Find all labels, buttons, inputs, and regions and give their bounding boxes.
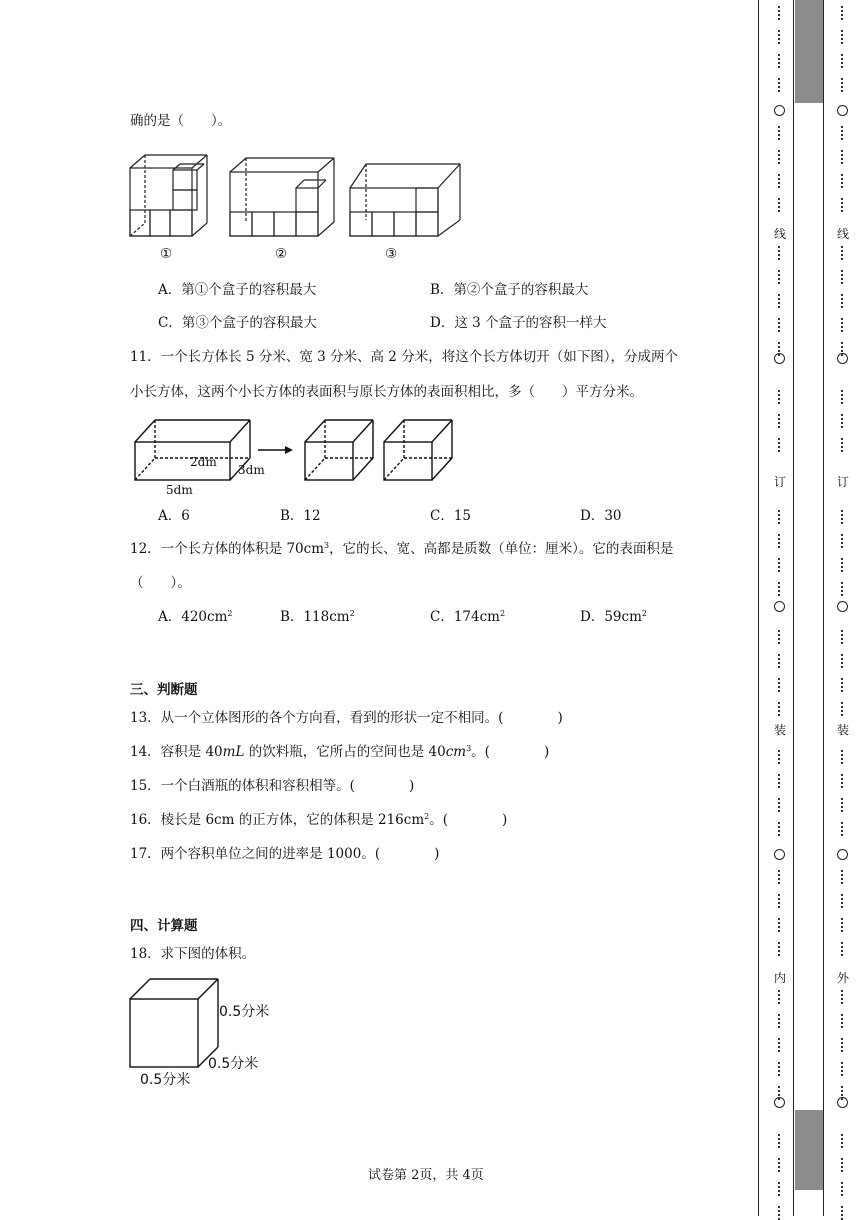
- inner-dot-segment: [778, 1014, 782, 1028]
- inner-dot-segment: [778, 510, 782, 524]
- outer-dot-segment: [841, 126, 845, 140]
- q10-fig-label-1: ①: [160, 246, 173, 262]
- margin-gray-bar-top: [795, 0, 823, 103]
- outer-dot-segment: [841, 774, 845, 788]
- q11-option-c: C．15: [430, 508, 472, 524]
- q12-option-c: C．$174cm^2$: [430, 609, 506, 625]
- outer-dot-segment: [841, 990, 845, 1004]
- q12-option-a: A．$420cm^2$: [158, 609, 233, 625]
- inner-dot-segment: [778, 822, 782, 836]
- section3-title: 三、判断题: [130, 682, 198, 698]
- q13: 13．从一个立体图形的各个方向看，看到的形状一定不相同。( ): [130, 710, 563, 726]
- q10-option-a: A．第①个盒子的容积最大: [158, 282, 317, 298]
- inner-dot-segment: [778, 894, 782, 908]
- inner-mark-line: 线: [774, 227, 787, 241]
- outer-dot-segment: [841, 750, 845, 764]
- margin-divider-1: [793, 0, 794, 1216]
- inner-mark-ding: 订: [774, 475, 787, 489]
- outer-mark-wai: 外: [837, 971, 850, 985]
- inner-dot-segment: [778, 630, 782, 644]
- inner-circle-mark: [774, 849, 785, 860]
- inner-dot-segment: [778, 198, 782, 212]
- outer-dot-segment: [841, 54, 845, 68]
- q11-label-width: 3dm: [238, 463, 265, 477]
- q10-boxes-figure: [128, 150, 468, 265]
- inner-circle-mark: [774, 1097, 785, 1108]
- inner-dot-segment: [778, 246, 782, 260]
- outer-dot-segment: [841, 678, 845, 692]
- outer-circle-mark: [837, 105, 848, 116]
- outer-dot-segment: [841, 1038, 845, 1052]
- inner-dot-segment: [778, 702, 782, 716]
- inner-dot-segment: [778, 750, 782, 764]
- inner-dot-segment: [778, 798, 782, 812]
- q18-label-bottom: 0.5分米: [140, 1072, 191, 1088]
- inner-mark-nei: 内: [774, 971, 787, 985]
- q11-option-b: B．12: [280, 508, 321, 524]
- q18-label-right: 0.5分米: [219, 1004, 270, 1020]
- inner-dot-segment: [778, 870, 782, 884]
- section4-title: 四、计算题: [130, 918, 198, 934]
- outer-mark-zhuang: 装: [837, 723, 850, 737]
- outer-circle-mark: [837, 1097, 848, 1108]
- inner-dot-segment: [778, 1038, 782, 1052]
- outer-circle-mark: [837, 601, 848, 612]
- inner-dot-segment: [778, 438, 782, 452]
- outer-dot-segment: [841, 150, 845, 164]
- inner-dot-segment: [778, 534, 782, 548]
- q10-option-c: C．第③个盒子的容积最大: [158, 315, 317, 331]
- outer-dot-segment: [841, 918, 845, 932]
- page-footer: 试卷第 2页，共 4页: [368, 1168, 484, 1183]
- outer-dot-segment: [841, 1014, 845, 1028]
- q11-option-a: A．6: [158, 508, 190, 524]
- outer-dot-segment: [841, 414, 845, 428]
- inner-dot-segment: [778, 54, 782, 68]
- q18-label-depth: 0.5分米: [208, 1056, 259, 1072]
- inner-dot-segment: [778, 1206, 782, 1220]
- outer-dot-segment: [841, 198, 845, 212]
- inner-dot-segment: [778, 1182, 782, 1196]
- outer-dot-segment: [841, 582, 845, 596]
- inner-dot-segment: [778, 918, 782, 932]
- inner-dot-segment: [778, 150, 782, 164]
- inner-dot-segment: [778, 1062, 782, 1076]
- outer-dot-segment: [841, 870, 845, 884]
- outer-dot-segment: [841, 630, 845, 644]
- q10-option-d: D．这 3 个盒子的容积一样大: [430, 315, 607, 331]
- inner-dot-segment: [778, 942, 782, 956]
- outer-mark-line: 线: [837, 227, 850, 241]
- inner-dot-segment: [778, 126, 782, 140]
- inner-dot-segment: [778, 390, 782, 404]
- outer-dot-segment: [841, 702, 845, 716]
- outer-dot-segment: [841, 822, 845, 836]
- outer-dot-segment: [841, 78, 845, 92]
- outer-dot-segment: [841, 1182, 845, 1196]
- margin-divider-2: [823, 0, 824, 1216]
- outer-dot-segment: [841, 510, 845, 524]
- outer-dot-segment: [841, 894, 845, 908]
- inner-circle-mark: [774, 601, 785, 612]
- outer-dot-segment: [841, 1062, 845, 1076]
- outer-dot-segment: [841, 1158, 845, 1172]
- margin-border-left: [758, 0, 759, 1216]
- q14: 14．容积是 40mL 的饮料瓶，它所占的空间也是 $40cm^3$。( ): [130, 744, 550, 760]
- inner-dot-segment: [778, 558, 782, 572]
- outer-dot-segment: [841, 942, 845, 956]
- outer-circle-mark: [837, 849, 848, 860]
- outer-circle-mark: [837, 353, 848, 364]
- outer-dot-segment: [841, 6, 845, 20]
- q11-label-length: 5dm: [166, 483, 193, 497]
- q11-line2: 小长方体，这两个小长方体的表面积与原长方体的表面积相比，多（ ）平方分米。: [130, 384, 643, 400]
- outer-dot-segment: [841, 294, 845, 308]
- outer-dot-segment: [841, 270, 845, 284]
- inner-dot-segment: [778, 774, 782, 788]
- outer-dot-segment: [841, 558, 845, 572]
- outer-dot-segment: [841, 798, 845, 812]
- outer-dot-segment: [841, 1134, 845, 1148]
- inner-dot-segment: [778, 654, 782, 668]
- outer-mark-ding: 订: [837, 475, 850, 489]
- inner-mark-zhuang: 装: [774, 723, 787, 737]
- outer-dot-segment: [841, 30, 845, 44]
- q16: 16．棱长是 6cm 的正方体，它的体积是 $216cm^2$。( ): [130, 812, 508, 828]
- inner-dot-segment: [778, 30, 782, 44]
- inner-dot-segment: [778, 318, 782, 332]
- q11-line1: 11．一个长方体长 5 分米、宽 3 分米、高 2 分米，将这个长方体切开（如下图），分成两个: [130, 349, 678, 365]
- inner-dot-segment: [778, 678, 782, 692]
- inner-dot-segment: [778, 294, 782, 308]
- q12-option-b: B．$118cm^2$: [280, 609, 355, 625]
- q10-fig-label-2: ②: [275, 246, 288, 262]
- outer-dot-segment: [841, 438, 845, 452]
- inner-dot-segment: [778, 414, 782, 428]
- q10-fig-label-3: ③: [385, 246, 398, 262]
- inner-dot-segment: [778, 270, 782, 284]
- inner-dot-segment: [778, 6, 782, 20]
- inner-dot-segment: [778, 174, 782, 188]
- outer-dot-segment: [841, 390, 845, 404]
- inner-dot-segment: [778, 582, 782, 596]
- q11-label-height: 2dm: [190, 455, 217, 469]
- q12-line1: 12．一个长方体的体积是 $70cm^3$，它的长、宽、高都是质数（单位：厘米）。它的表面积是: [130, 541, 674, 557]
- outer-dot-segment: [841, 1206, 845, 1220]
- q17: 17．两个容积单位之间的进率是 1000。( ): [130, 846, 440, 862]
- q10-tail: 确的是（ ）。: [130, 113, 232, 129]
- outer-dot-segment: [841, 318, 845, 332]
- q15: 15．一个白酒瓶的体积和容积相等。( ): [130, 778, 415, 794]
- inner-circle-mark: [774, 105, 785, 116]
- q12-line2: （ ）。: [130, 575, 191, 591]
- margin-gray-bar-bottom: [795, 1110, 823, 1190]
- inner-dot-segment: [778, 990, 782, 1004]
- inner-dot-segment: [778, 1158, 782, 1172]
- inner-circle-mark: [774, 353, 785, 364]
- outer-dot-segment: [841, 246, 845, 260]
- outer-dot-segment: [841, 174, 845, 188]
- q18: 18．求下图的体积。: [130, 946, 256, 962]
- outer-dot-segment: [841, 654, 845, 668]
- q12-option-d: D．$59cm^2$: [580, 609, 647, 625]
- outer-dot-segment: [841, 534, 845, 548]
- binding-margin: [757, 0, 860, 1216]
- inner-dot-segment: [778, 78, 782, 92]
- q10-option-b: B．第②个盒子的容积最大: [430, 282, 589, 298]
- inner-dot-segment: [778, 1134, 782, 1148]
- q11-option-d: D．30: [580, 508, 622, 524]
